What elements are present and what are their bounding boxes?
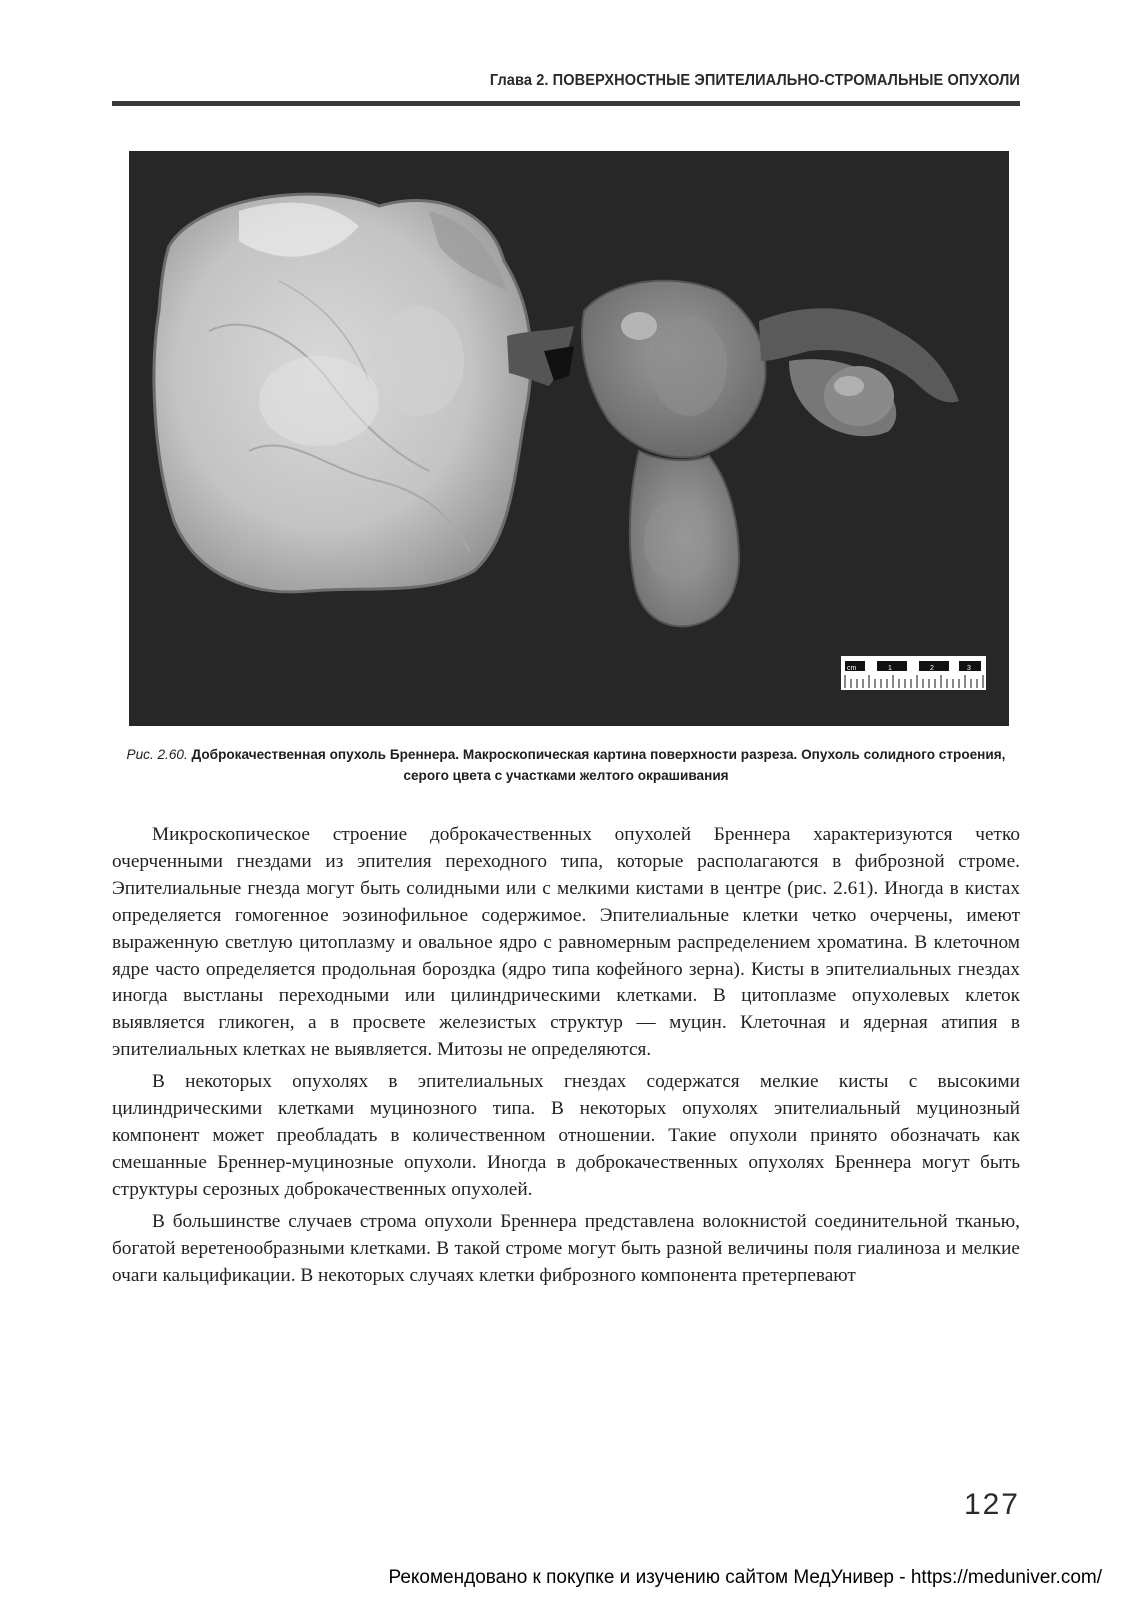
scale-label-1: 1 xyxy=(888,665,892,672)
figure-caption xyxy=(112,744,1020,786)
body-text xyxy=(112,822,1020,1294)
running-header: Глава 2. ПОВЕРХНОСТНЫЕ ЭПИТЕЛИАЛЬНО-СТРОМАЛЬНЫЕ ОПУХОЛИ xyxy=(489,72,1020,89)
caption-text: Доброкачественная опухоль Бреннера. Макроскопическая картина поверхности разреза. Опухоль солидного строения, серого цвета с участками желтого окрашивания xyxy=(191,747,1006,783)
scale-label-2: 2 xyxy=(930,665,934,672)
header-rule xyxy=(112,101,1020,106)
specimen-photo xyxy=(129,151,1009,726)
paragraph-2: В некоторых опухолях в эпителиальных гнездах содержатся мелкие кисты с высокими цилиндрическими клетками муцинозного типа. В некоторых опухолях эпителиальный муцинозный компонент может преобладать в количественном отношении. Такие опухоли принято обозначать как смешанные Бреннер-муцинозные опухоли. Иногда в доброкачественных опухолях Бреннера могут быть структуры серозных доброкачественных опухолей. xyxy=(112,1071,1020,1200)
scale-bar xyxy=(841,656,986,690)
paragraph-3: В большинстве случаев строма опухоли Бреннера представлена волокнистой соединительной тканью, богатой веретенообразными клетками. В такой строме могут быть разной величины поля гиалиноза и мелкие очаги кальцификации. В некоторых случаях клетки фиброзного компонента претерпевают xyxy=(112,1210,1020,1286)
page-number: 127 xyxy=(963,1488,1020,1521)
paragraph-1: Микроскопическое строение доброкачественных опухолей Бреннера характеризуются четко очерченными гнездами из эпителия переходного типа, которые располагаются в фиброзной строме. Эпителиальные гнезда могут быть солидными или с мелкими кистами в центре (рис. 2.61). Иногда в кистах определяется гомогенное эозинофильное содержимое. Эпителиальные клетки четко очерчены, имеют выраженную светлую цитоплазму и овальное ядро с равномерным распределением хроматина. В клеточном ядре часто определяется продольная бороздка (ядро типа кофейного зерна). Кисты в эпителиальных гнездах иногда выстланы переходными или цилиндрическими клетками. В цитоплазме опухолевых клеток выявляется гликоген, а в просвете железистых структур — муцин. Клеточная и ядерная атипия в эпителиальных клетках не выявляется. Митозы не определяются. xyxy=(112,824,1020,1061)
scale-label-3: 3 xyxy=(967,665,971,672)
caption-label: Рис. 2.60. xyxy=(126,747,188,762)
scale-label-unit: cm xyxy=(847,665,857,672)
watermark-text: Рекомендовано к покупке и изучению сайтом МедУнивер - https://meduniver.com/ xyxy=(388,1567,1102,1588)
